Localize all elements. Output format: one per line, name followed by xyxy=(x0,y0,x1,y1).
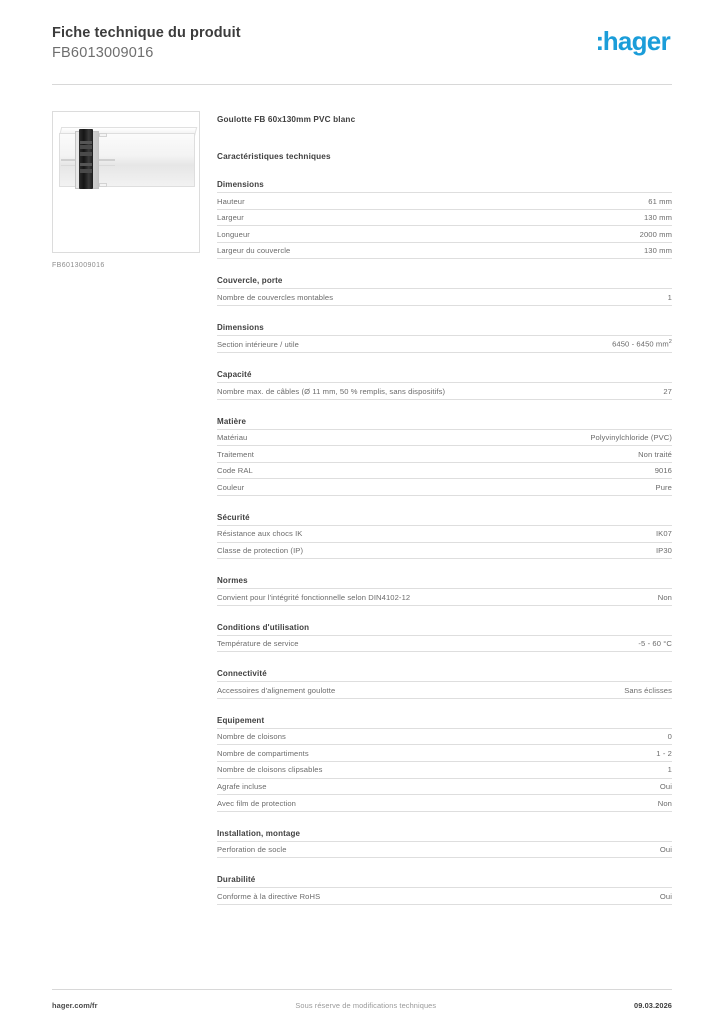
spec-group-title: Matière xyxy=(217,416,247,426)
spec-row xyxy=(217,887,672,905)
spec-value: 61 mm xyxy=(648,196,672,206)
spec-value: Non xyxy=(657,592,672,602)
product-image-column xyxy=(52,111,204,905)
spec-label: Nombre de cloisons xyxy=(217,732,286,742)
spec-group xyxy=(217,513,672,559)
spec-row xyxy=(217,794,672,812)
spec-label: Nombre de cloisons clipsables xyxy=(217,765,323,775)
spec-label: Convient pour l'intégrité fonctionnelle selon DIN4102-12 xyxy=(217,592,411,602)
footer-date: 09.03.2026 xyxy=(634,1001,672,1010)
spec-group-title: Installation, montage xyxy=(217,828,301,838)
spec-label: Largeur du couvercle xyxy=(217,246,291,256)
spec-value: 1 - 2 xyxy=(656,748,672,758)
spec-value: Non traité xyxy=(638,449,672,459)
logo-text: hager xyxy=(602,26,670,56)
spec-label: Résistance aux chocs IK xyxy=(217,529,303,539)
spec-value: IP30 xyxy=(655,545,672,555)
spec-label: Perforation de socle xyxy=(217,845,287,855)
spec-value xyxy=(612,339,672,349)
spec-value: Oui xyxy=(659,891,672,901)
spec-value-superscript: 2 xyxy=(668,339,672,346)
spec-group-title: Dimensions xyxy=(217,180,264,190)
spec-label: Avec film de protection xyxy=(217,798,296,808)
spec-row xyxy=(217,761,672,778)
spec-value: 0 xyxy=(667,732,672,742)
spec-row xyxy=(217,778,672,795)
spec-group-title: Sécurité xyxy=(217,513,250,523)
content-area xyxy=(52,111,672,905)
specifications-heading: Caractéristiques techniques xyxy=(217,152,331,162)
spec-label: Nombre de couvercles montables xyxy=(217,292,334,302)
spec-value: -5 - 60 °C xyxy=(638,639,672,649)
spec-value: Sans éclisses xyxy=(624,685,672,695)
product-image-frame xyxy=(52,111,200,253)
spec-value-text: 6450 - 6450 mm xyxy=(612,339,669,349)
page-footer xyxy=(52,989,672,1010)
spec-label: Couleur xyxy=(217,482,245,492)
page-title: Fiche technique du produit xyxy=(52,25,241,41)
trunking-clip xyxy=(80,169,92,173)
spec-label: Agrafe incluse xyxy=(217,782,267,792)
spec-row xyxy=(217,225,672,242)
spec-group xyxy=(217,417,672,496)
spec-row xyxy=(217,588,672,606)
specification-groups xyxy=(217,180,672,905)
spec-group xyxy=(217,180,672,259)
spec-label: Matériau xyxy=(217,433,248,443)
spec-label: Conforme à la directive RoHS xyxy=(217,891,321,901)
specifications-column xyxy=(204,111,672,905)
spec-group xyxy=(217,875,672,905)
spec-label: Classe de protection (IP) xyxy=(217,545,304,555)
spec-value: 130 mm xyxy=(643,213,672,223)
spec-row xyxy=(217,445,672,462)
trunking-tab xyxy=(99,133,107,137)
spec-value: 1 xyxy=(667,765,672,775)
spec-row xyxy=(217,429,672,446)
spec-group-title: Capacité xyxy=(217,370,252,380)
footer-content xyxy=(52,990,672,1010)
trunking-clip xyxy=(80,145,92,149)
spec-group xyxy=(217,829,672,859)
spec-label: Température de service xyxy=(217,639,299,649)
spec-value: Polyvinylchloride (PVC) xyxy=(590,433,672,443)
spec-group-title: Couvercle, porte xyxy=(217,276,283,286)
spec-row xyxy=(217,288,672,306)
spec-label: Nombre max. de câbles (Ø 11 mm, 50 % remplis, sans dispositifs) xyxy=(217,386,446,396)
header-title-block xyxy=(52,22,241,63)
spec-group-title: Connectivité xyxy=(217,669,267,679)
spec-row xyxy=(217,744,672,761)
spec-label: Longueur xyxy=(217,229,250,239)
spec-row xyxy=(217,242,672,260)
spec-row xyxy=(217,209,672,226)
spec-row xyxy=(217,681,672,699)
spec-label: Traitement xyxy=(217,449,255,459)
trunking-divider-shape xyxy=(79,129,93,189)
spec-value: Oui xyxy=(659,782,672,792)
spec-label: Code RAL xyxy=(217,466,253,476)
spec-row xyxy=(217,841,672,859)
spec-row xyxy=(217,462,672,479)
spec-row xyxy=(217,728,672,745)
spec-group xyxy=(217,576,672,606)
spec-group xyxy=(217,323,672,353)
spec-row xyxy=(217,192,672,209)
spec-group xyxy=(217,276,672,306)
spec-value: Pure xyxy=(655,482,672,492)
spec-value: 9016 xyxy=(654,466,672,476)
spec-value: 130 mm xyxy=(643,246,672,256)
spec-row xyxy=(217,382,672,400)
page-header xyxy=(52,0,672,63)
spec-group xyxy=(217,370,672,400)
spec-value: 27 xyxy=(663,386,672,396)
spec-row xyxy=(217,635,672,653)
spec-value: IK07 xyxy=(655,529,672,539)
spec-group-title: Dimensions xyxy=(217,323,264,333)
spec-row xyxy=(217,525,672,542)
spec-group-title: Normes xyxy=(217,576,248,586)
header-divider xyxy=(52,84,672,85)
spec-group-title: Conditions d'utilisation xyxy=(217,622,310,632)
product-name: Goulotte FB 60x130mm PVC blanc xyxy=(217,115,356,125)
spec-label: Accessoires d'alignement goulotte xyxy=(217,685,336,695)
spec-row xyxy=(217,542,672,560)
spec-group-title: Equipement xyxy=(217,715,265,725)
logo-colon-icon: : xyxy=(595,26,603,56)
product-image-caption: FB6013009016 xyxy=(52,262,105,270)
footer-disclaimer: Sous réserve de modifications techniques xyxy=(295,1001,437,1010)
spec-group xyxy=(217,623,672,653)
trunking-clip xyxy=(80,152,92,156)
spec-label: Hauteur xyxy=(217,196,245,206)
spec-value: Oui xyxy=(659,845,672,855)
product-illustration-trunking xyxy=(59,125,195,189)
spec-label: Largeur xyxy=(217,213,244,223)
spec-value: 1 xyxy=(667,292,672,302)
spec-label: Nombre de compartiments xyxy=(217,748,309,758)
spec-row xyxy=(217,335,672,353)
spec-group xyxy=(217,669,672,699)
trunking-tab xyxy=(99,183,107,187)
spec-value: 2000 mm xyxy=(639,229,672,239)
spec-group xyxy=(217,716,672,812)
spec-label: Section intérieure / utile xyxy=(217,339,299,349)
hager-logo xyxy=(596,22,672,54)
product-reference: FB6013009016 xyxy=(52,44,154,61)
spec-value: Non xyxy=(657,798,672,808)
footer-website-link[interactable]: hager.com/fr xyxy=(52,1001,98,1010)
spec-row xyxy=(217,478,672,496)
spec-group-title: Durabilité xyxy=(217,875,256,885)
